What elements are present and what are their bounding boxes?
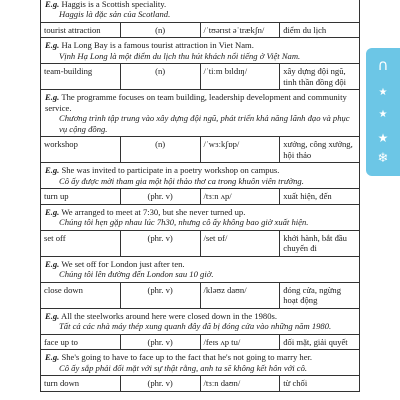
example-label: E.g.: [45, 92, 60, 103]
example-label: E.g.: [45, 352, 60, 363]
star-icon: ★: [377, 131, 389, 145]
vocab-word: close down: [41, 282, 121, 308]
example-row: [41, 90, 360, 137]
example-translation: Cô ấy sắp phải đối mặt với sự thật rằng, anh ta sẽ không kết hôn với cô.: [59, 362, 308, 373]
vocab-meaning: điểm du lịch: [280, 22, 360, 37]
vocab-meaning: đóng cửa, ngừng hoạt động: [280, 282, 360, 308]
star-icon: ★: [378, 109, 388, 120]
vocab-meaning: đối mặt, giải quyết: [280, 334, 360, 349]
example-cell: [41, 90, 360, 137]
example-cell: [41, 38, 360, 64]
example-cell: [41, 204, 360, 230]
example-sentence: We set off for London just after ten.: [61, 258, 185, 269]
example-row: [41, 38, 360, 64]
example-cell: [41, 0, 360, 22]
example-translation: Chương trình tập trung vào xây dựng đội ngũ, phát triển khả năng lãnh đạo và phục vụ cộng đồng.: [59, 113, 350, 134]
vocab-row: [41, 376, 360, 391]
example-translation: Chúng tôi lên đường đến London sau 10 giờ.: [59, 269, 214, 280]
pronunciation: /ˈtiːm bɪldɪŋ/: [200, 64, 280, 90]
vocab-word: team-building: [41, 64, 121, 90]
pronunciation: /kləʊz daʊn/: [200, 282, 280, 308]
example-cell: [41, 350, 360, 376]
part-of-speech: (phr. v): [120, 334, 200, 349]
example-translation: Haggis là đặc sản của Scotland.: [59, 9, 171, 20]
example-sentence: She was invited to participate in a poetry workshop on campus.: [61, 165, 280, 176]
example-row: [41, 0, 360, 22]
vocab-meaning: từ chối: [280, 376, 360, 391]
vocab-meaning: khởi hành, bắt đầu chuyến đi: [280, 230, 360, 256]
example-sentence: All the steelworks around here were closed down in the 1980s.: [61, 310, 277, 321]
example-row: [41, 308, 360, 334]
snowflake-icon: ❄: [377, 151, 389, 166]
example-label: E.g.: [45, 40, 60, 51]
pronunciation: /set ɒf/: [200, 230, 280, 256]
example-sentence: Haggis is a Scottish speciality.: [61, 0, 167, 9]
example-cell: [41, 308, 360, 334]
example-sentence: She's going to have to face up to the fact that he's not going to marry her.: [61, 352, 313, 363]
example-label: E.g.: [45, 310, 60, 321]
vocab-row: [41, 22, 360, 37]
vocab-row: [41, 230, 360, 256]
vocab-meaning: xuất hiện, đến: [280, 189, 360, 204]
part-of-speech: (n): [120, 22, 200, 37]
part-of-speech: (phr. v): [120, 230, 200, 256]
example-sentence: The programme focuses on team building, leadership development and community service.: [45, 92, 347, 113]
vocab-word: set off: [41, 230, 121, 256]
chapter-sidebar: [364, 0, 400, 400]
example-row: [41, 204, 360, 230]
vocab-row: [41, 189, 360, 204]
example-label: E.g.: [45, 206, 60, 217]
example-row: [41, 163, 360, 189]
example-sentence: We arranged to meet at 7:30, but she never turned up.: [61, 206, 246, 217]
vocab-meaning: xưởng, công xưởng, hội thảo: [280, 137, 360, 163]
example-translation: Tất cả các nhà máy thép xung quanh đây đã bị đóng cửa vào những năm 1980.: [59, 321, 332, 332]
star-icon: ★: [378, 87, 388, 98]
vocab-word: turn down: [41, 376, 121, 391]
vocabulary-table: [40, 0, 360, 392]
vocab-word: turn up: [41, 189, 121, 204]
example-label: E.g.: [45, 0, 60, 9]
example-row: [41, 350, 360, 376]
example-translation: Chúng tôi hẹn gặp nhau lúc 7h30, nhưng cô ấy không bao giờ xuất hiện.: [59, 217, 309, 228]
pronunciation: /tɜːn daʊn/: [200, 376, 280, 391]
vocab-word: face up to: [41, 334, 121, 349]
vocab-row: [41, 64, 360, 90]
part-of-speech: (phr. v): [120, 189, 200, 204]
horseshoe-icon: ∩: [377, 56, 389, 74]
vocab-word: workshop: [41, 137, 121, 163]
example-translation: Vịnh Hạ Long là một điểm du lịch thu hút khách nổi tiếng ở Việt Nam.: [59, 50, 301, 61]
vocab-meaning: xây dựng đội ngũ, tinh thần đồng đội: [280, 64, 360, 90]
part-of-speech: (phr. v): [120, 282, 200, 308]
part-of-speech: (phr. v): [120, 376, 200, 391]
vocab-row: [41, 282, 360, 308]
pronunciation: /tɜːn ʌp/: [200, 189, 280, 204]
pronunciation: /ˈtʊərɪst əˈtrækʃn/: [200, 22, 280, 37]
example-row: [41, 256, 360, 282]
vocab-word: tourist attraction: [41, 22, 121, 37]
pronunciation: /feɪs ʌp tu/: [200, 334, 280, 349]
chapter-tab[interactable]: [366, 48, 400, 176]
example-translation: Cô ấy được mời tham gia một hội thảo thơ ca trong khuôn viên trường.: [59, 175, 304, 186]
part-of-speech: (n): [120, 137, 200, 163]
example-sentence: Ha Long Bay is a famous tourist attraction in Viet Nam.: [61, 40, 254, 51]
part-of-speech: (n): [120, 64, 200, 90]
example-cell: [41, 256, 360, 282]
pronunciation: /ˈwɜːkʃɒp/: [200, 137, 280, 163]
vocab-row: [41, 334, 360, 349]
example-label: E.g.: [45, 258, 60, 269]
example-label: E.g.: [45, 165, 60, 176]
vocab-row: [41, 137, 360, 163]
example-cell: [41, 163, 360, 189]
